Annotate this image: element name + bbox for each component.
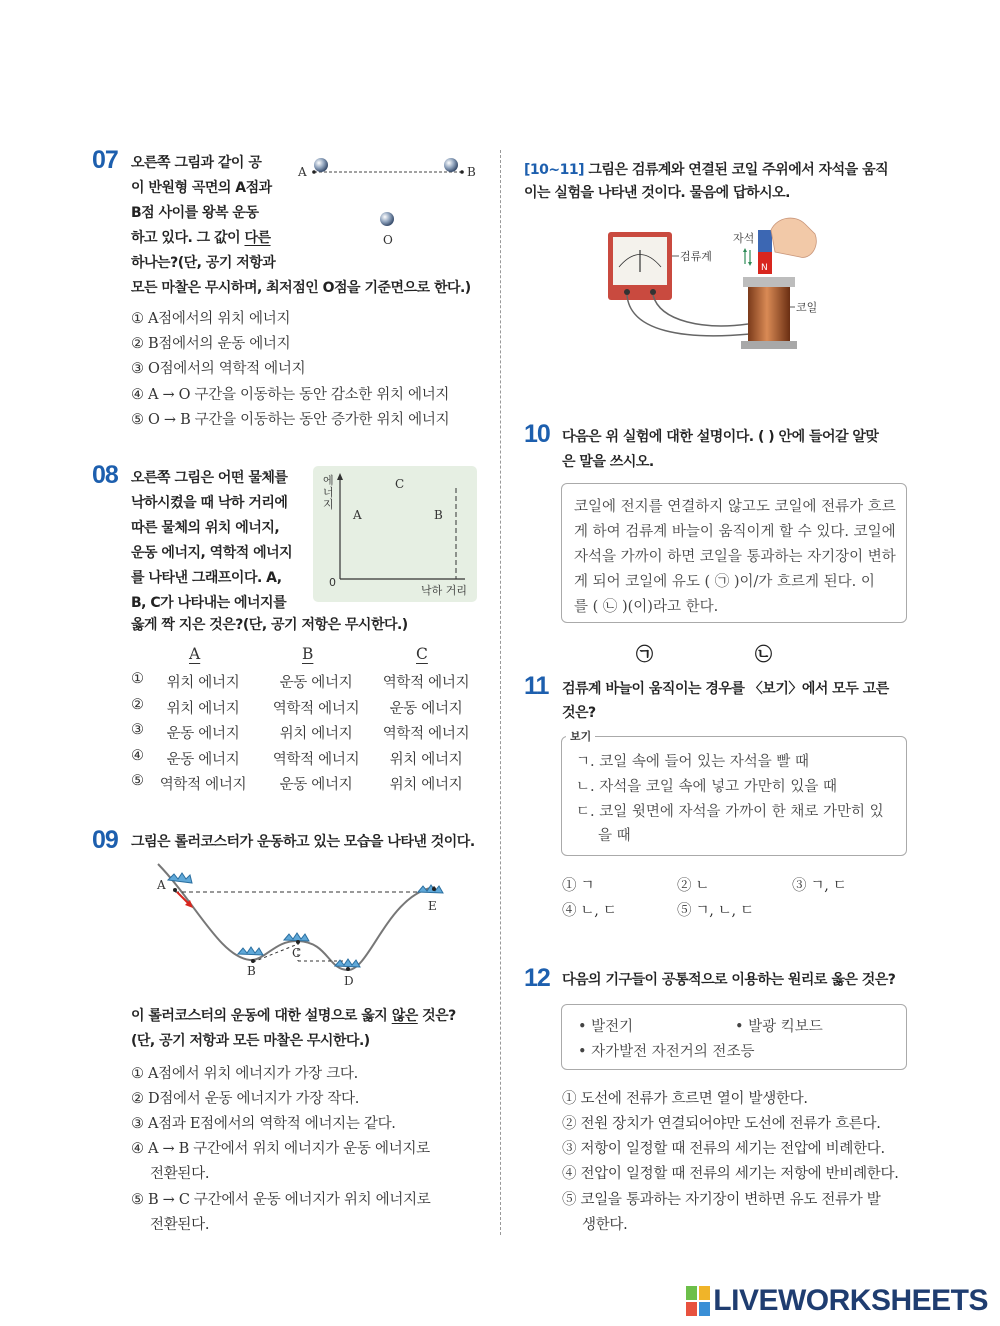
- q09-option-4[interactable]: ④ A → B 구간에서 위치 에너지가 운동 에너지로: [131, 1141, 430, 1157]
- q08-option-4[interactable]: ④: [131, 747, 144, 764]
- q09-label-a: A: [157, 878, 166, 892]
- label-n: N: [761, 263, 768, 273]
- q12-option-5[interactable]: ⑤ 코일을 통과하는 자기장이 변하면 유도 전류가 발: [562, 1192, 881, 1208]
- q08-label-a: A: [353, 508, 362, 522]
- q10-11-intro-line-2: 이는 실험을 나타낸 것이다. 물음에 답하시오.: [524, 185, 790, 201]
- q11-bogi-line-2: ㄴ. 자석을 코일 속에 넣고 가만히 있을 때: [576, 779, 837, 795]
- q08-cell: 운동 에너지: [166, 751, 240, 768]
- q09-number: 09: [92, 826, 118, 854]
- q11-bogi-line-1: ㄱ. 코일 속에 들어 있는 자석을 빨 때: [576, 754, 809, 770]
- label-coil: 코일: [796, 301, 818, 314]
- galvanometer: [608, 232, 672, 300]
- q08-head-c: C: [416, 645, 428, 663]
- q08-ylabel-1: 에: [323, 474, 334, 487]
- q11-bogi-line-3: ㄷ. 코일 윗면에 자석을 가까이 한 채로 가만히 있: [576, 804, 884, 820]
- q08-cell: 위치 에너지: [389, 777, 463, 793]
- q09-car-a: [168, 873, 192, 883]
- q07-line-2: 이 반원형 곡면의 A점과: [131, 180, 272, 196]
- q09-option-4-cont: 전환된다.: [150, 1166, 210, 1182]
- wire-1: [627, 295, 750, 336]
- q07-number: 07: [92, 146, 118, 174]
- q09-question: 이 롤러코스터의 운동에 대한 설명으로 옳지 않은 것은?: [131, 1008, 456, 1024]
- q09-label-d: D: [344, 974, 354, 988]
- q07-option-4[interactable]: ④ A → O 구간을 이동하는 동안 감소한 위치 에너지: [131, 387, 450, 403]
- q10-11-figure: [605, 212, 845, 357]
- q08-line-2: 낙하시켰을 때 낙하 거리에: [131, 495, 288, 511]
- q11-option-4[interactable]: ④ ㄴ, ㄷ: [562, 903, 617, 919]
- q08-line-6: B, C가 나타내는 에너지를: [131, 595, 287, 611]
- q09-car-d: [335, 959, 360, 967]
- q08-cell: 위치 에너지: [279, 726, 353, 742]
- q08-line-5: 를 나타낸 그래프이다. A,: [131, 570, 282, 586]
- q10-box-line-3: 자석을 가까이 하면 코일을 통과하는 자기장이 변하: [574, 549, 896, 565]
- q09-car-b: [238, 947, 263, 955]
- q11-line-1: 검류계 바늘이 움직이는 경우를 〈보기〉에서 모두 고른: [562, 681, 889, 697]
- q08-cell: 운동 에너지: [279, 675, 353, 691]
- q08-option-3[interactable]: ③: [131, 722, 144, 738]
- q08-xlabel: 낙하 거리: [421, 584, 468, 597]
- label-galvanometer: 검류계: [680, 250, 712, 263]
- q09-question-2: (단, 공기 저항과 모든 마찰은 무시한다.): [131, 1033, 370, 1049]
- label-magnet: 자석: [733, 232, 755, 245]
- q10-answer-label-1: ㉠: [636, 645, 653, 665]
- q10-box-line-1: 코일에 전지를 연결하지 않고도 코일에 전류가 흐르: [574, 499, 896, 515]
- q08-head-a: A: [189, 645, 201, 663]
- q08-cell: 역학적 에너지: [272, 751, 360, 768]
- q12-item-1: • 발전기: [578, 1019, 634, 1035]
- q09-option-3[interactable]: ③ A점과 E점에서의 역학적 에너지는 같다.: [131, 1116, 396, 1132]
- q07-option-2[interactable]: ② B점에서의 운동 에너지: [131, 336, 291, 352]
- q12-option-4[interactable]: ④ 전압이 일정할 때 전류의 세기는 저항에 반비례한다.: [562, 1166, 899, 1182]
- q11-line-2: 것은?: [562, 705, 596, 721]
- q08-option-1[interactable]: ①: [131, 671, 144, 687]
- q08-line-7: 옳게 짝 지은 것은?(단, 공기 저항은 무시한다.): [131, 617, 408, 633]
- q07-underline-word: 다른: [244, 230, 271, 246]
- q08-line-4: 운동 에너지, 역학적 에너지: [131, 545, 293, 561]
- q08-head-b: B: [302, 645, 314, 663]
- q12-option-5-cont: 생한다.: [582, 1217, 628, 1233]
- magnet-motion-arrows: [745, 250, 750, 264]
- q11-option-3[interactable]: ③ ㄱ, ㄷ: [792, 878, 847, 894]
- q07-label-o: O: [383, 233, 393, 247]
- q08-graph: [313, 466, 477, 602]
- q07-option-3[interactable]: ③ O점에서의 역학적 에너지: [131, 361, 306, 377]
- q09-option-2[interactable]: ② D점에서 운동 에너지가 가장 작다.: [131, 1091, 360, 1107]
- q12-line: 다음의 기구들이 공통적으로 이용하는 원리로 옳은 것은?: [562, 972, 896, 988]
- q12-option-3[interactable]: ③ 저항이 일정할 때 전류의 세기는 전압에 비례한다.: [562, 1141, 885, 1157]
- q08-cell: 운동 에너지: [389, 700, 463, 717]
- q07-ball-b: [444, 158, 458, 172]
- q12-item-3: • 자가발전 자전거의 전조등: [578, 1044, 755, 1060]
- q08-option-2[interactable]: ②: [131, 696, 144, 713]
- q12-item-2: • 발광 킥보드: [735, 1019, 823, 1035]
- q12-option-2[interactable]: ② 전원 장치가 연결되어야만 도선에 전류가 흐른다.: [562, 1116, 881, 1132]
- q09-car-c: [284, 933, 309, 941]
- q08-cell: 역학적 에너지: [382, 675, 470, 691]
- q09-car-e: [418, 885, 443, 893]
- q08-option-5[interactable]: ⑤: [131, 773, 144, 789]
- q10-answer-label-2: ㉡: [755, 645, 772, 665]
- q09-label-c: C: [292, 946, 302, 960]
- q09-option-1[interactable]: ① A점에서 위치 에너지가 가장 크다.: [131, 1066, 358, 1082]
- q12-number: 12: [524, 964, 550, 992]
- liveworksheets-logo-icon: [686, 1286, 710, 1316]
- q07-option-1[interactable]: ① A점에서의 위치 에너지: [131, 311, 291, 327]
- q08-cell: 위치 에너지: [166, 700, 240, 717]
- q10-box-line-5: 를 ( ㉡ )(이)라고 한다.: [574, 599, 719, 615]
- q08-cell: 운동 에너지: [279, 777, 353, 793]
- q11-bogi-line-4: 을 때: [598, 828, 631, 844]
- q07-ball-a: [314, 158, 328, 172]
- q08-label-c: C: [395, 477, 405, 491]
- q08-ylabel-2: 너: [323, 486, 334, 499]
- q10-box-line-2: 게 하여 검류계 바늘이 움직이게 할 수 있다. 코일에: [574, 524, 896, 540]
- q09-option-5[interactable]: ⑤ B → C 구간에서 운동 에너지가 위치 에너지로: [131, 1192, 431, 1208]
- q07-option-5[interactable]: ⑤ O → B 구간을 이동하는 동안 증가한 위치 에너지: [131, 412, 450, 428]
- liveworksheets-logo[interactable]: [686, 1284, 988, 1318]
- q07-line-1: 오른쪽 그림과 같이 공: [131, 155, 262, 171]
- q07-label-b: B: [467, 165, 476, 179]
- q07-label-a: A: [298, 165, 307, 179]
- q11-number: 11: [524, 672, 549, 700]
- q09-option-5-cont: 전환된다.: [150, 1217, 210, 1233]
- q08-ylabel-3: 지: [323, 498, 334, 511]
- magnet: [758, 230, 772, 274]
- q09-label-b: B: [247, 964, 256, 978]
- q07-line-3: B점 사이를 왕복 운동: [131, 205, 259, 221]
- q10-line-2: 은 말을 쓰시오.: [562, 454, 654, 470]
- q09-label-e: E: [428, 899, 437, 913]
- q12-option-1[interactable]: ① 도선에 전류가 흐르면 열이 발생한다.: [562, 1091, 808, 1107]
- q11-bogi-title: 보기: [566, 728, 595, 744]
- q11-option-2[interactable]: ② ㄴ: [677, 878, 710, 894]
- q10-11-intro-line-1: [10~11] 그림은 검류계와 연결된 코일 주위에서 자석을 움직: [524, 162, 889, 178]
- q08-cell: 위치 에너지: [166, 675, 240, 691]
- q08-line-1: 오른쪽 그림은 어떤 물체를: [131, 470, 288, 486]
- liveworksheets-logo-text: LIVEWORKSHEETS: [713, 1284, 988, 1317]
- q07-ball-o: [380, 212, 394, 226]
- q07-line-4: 하고 있다. 그 값이 다른: [131, 230, 271, 246]
- q09-rollercoaster-figure: [150, 862, 460, 992]
- q08-label-b: B: [434, 508, 443, 522]
- q08-line-3: 따른 물체의 위치 에너지,: [131, 520, 280, 536]
- column-divider: [500, 150, 501, 1235]
- q07-line-6: 모든 마찰은 무시하며, 최저점인 O점을 기준면으로 한다.): [131, 280, 471, 296]
- q08-cell: 운동 에너지: [166, 726, 240, 742]
- q11-option-5[interactable]: ⑤ ㄱ, ㄴ, ㄷ: [677, 903, 754, 919]
- q09-line: 그림은 롤러코스터가 운동하고 있는 모습을 나타낸 것이다.: [131, 834, 475, 850]
- q08-cell: 역학적 에너지: [272, 700, 360, 717]
- q08-cell: 역학적 에너지: [382, 726, 470, 742]
- q08-cell: 위치 에너지: [389, 751, 463, 768]
- q10-box-line-4: 게 되어 코일에 유도 ( ㉠ )이/가 흐르게 된다. 이: [574, 574, 875, 590]
- coil: [741, 277, 797, 349]
- q11-option-1[interactable]: ① ㄱ: [562, 878, 595, 894]
- q10-number: 10: [524, 420, 550, 448]
- q07-line-5: 하나는?(단, 공기 저항과: [131, 255, 276, 271]
- q08-cell: 역학적 에너지: [159, 777, 247, 793]
- q07-figure: [290, 150, 490, 250]
- q08-number: 08: [92, 461, 118, 489]
- hand: [771, 218, 816, 257]
- q10-line-1: 다음은 위 실험에 대한 설명이다. ( ) 안에 들어갈 알맞: [562, 429, 879, 445]
- q08-origin: 0: [329, 576, 336, 589]
